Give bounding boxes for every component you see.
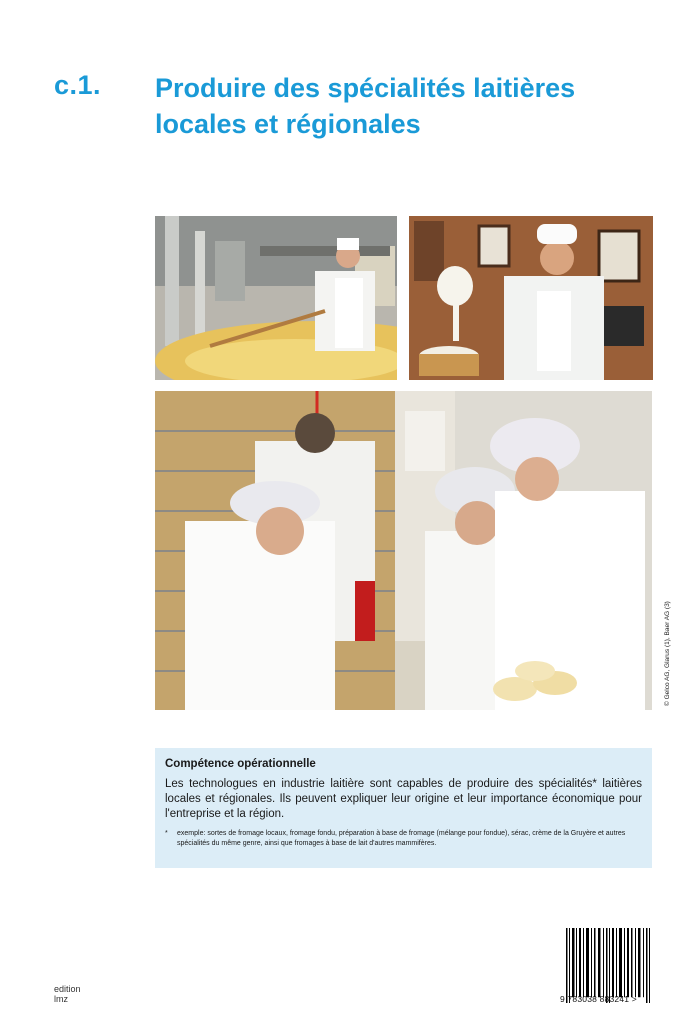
photo-workers-cheese-rack — [155, 391, 652, 710]
competence-text: Les technologues en industrie laitière sont capables de produire des spécialités* laitières locales et régionales. Ils peuvent expliquer leur origine et leur importance économique pour l'entreprise et la région. — [165, 778, 642, 820]
publisher-line-1: edition — [54, 984, 81, 994]
footnote-text: exemple: sortes de fromage locaux, fromage fondu, préparation à base de fromage (mélange pour fondue), sérac, crème de la Gruyère et autres spécialités du même genre, ainsi que fromages à base de lait d'autres mammifères. — [177, 830, 626, 847]
title-line-2: locales et régionales — [155, 109, 421, 139]
footnote — [165, 829, 642, 849]
photo-cheesemaker-vat — [155, 216, 397, 380]
barcode-icon — [560, 928, 660, 1003]
photo-cheesemaker-mould — [409, 216, 653, 380]
photo-credit: © Gelco AG, Glarus (1), Baer AG (3) — [664, 601, 671, 706]
chapter-number: c.1. — [54, 70, 102, 100]
page-title — [155, 70, 655, 142]
publisher-line-2: lmz — [54, 994, 68, 1004]
isbn-digits: 9 783038 883241 > — [560, 994, 637, 1004]
footnote-mark: * — [165, 830, 168, 837]
competence-box — [155, 748, 652, 868]
title-line-1: Produire des spécialités laitières — [155, 73, 576, 103]
publisher-logo — [54, 984, 81, 1004]
competence-heading: Compétence opérationnelle — [165, 758, 316, 770]
